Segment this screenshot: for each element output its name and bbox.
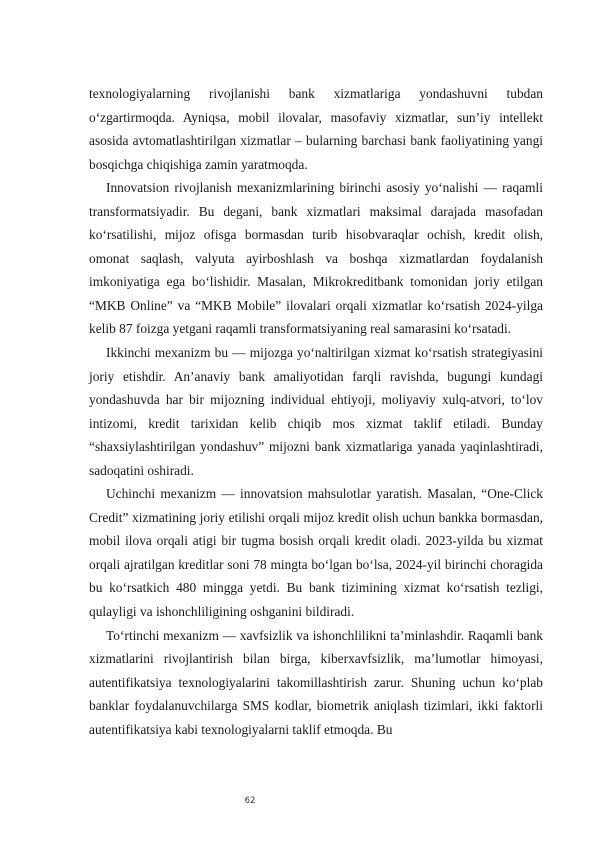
paragraph: texnologiyalarning rivojlanishi bank xizmatlariga yondashuvni tubdan o‘zgartirmoqda. Ayniqsa, mobil ilovalar, masofaviy xizmatlar, sun’iy intellekt asosida avtomatlashtirilgan xizmatlar – bularning barchasi bank faoliyatining yangi bosqichga chiqishiga zamin yaratmoqda. bbox=[89, 86, 543, 172]
body-text bbox=[89, 82, 543, 741]
paragraph: Uchinchi mexanizm — innovatsion mahsulotlar yaratish. Masalan, “One-Click Credit” xizmatining joriy etilishi orqali mijoz kredit olish uchun bankka bormasdan, mobil ilova orqali atigi bir tugma bosish orqali kredit oladi. 2023-yilda bu xizmat orqali ajratilgan kreditlar soni 78 mingta bo‘lgan bo‘lsa, 2024-yil birinchi choragida bu ko‘rsatkich 480 mingga yetdi. Bu bank tizimining xizmat ko‘rsatish tezligi, qulayligi va ishonchliligining oshganini bildiradi. bbox=[89, 486, 543, 620]
paragraph: To‘rtinchi mexanizm — xavfsizlik va ishonchlilikni ta’minlashdir. Raqamli bank xizmatlarini rivojlantirish bilan birga, kiberxavfsizlik, ma’lumotlar himoyasi, autentifikatsiya texnologiyalarini takomillashtirish zarur. Shuning uchun ko‘plab banklar foydalanuvchilarga SMS kodlar, biometrik aniqlash tizimlari, ikki faktorli autentifikatsiya kabi texnologiyalarni taklif etmoqda. Bu bbox=[89, 627, 543, 737]
paragraph: Innovatsion rivojlanish mexanizmlarining birinchi asosiy yo‘nalishi — raqamli transformatsiyadir. Bu degani, bank xizmatlari maksimal darajada masofadan ko‘rsatilishi, mijoz ofisga bormasdan turib hisobvaraqlar ochish, kredit olish, omonat saqlash, valyuta ayirboshlash va boshqa xizmatlardan foydalanish imkoniyatiga ega bo‘lishidir. Masalan, Mikrokreditbank tomonidan joriy etilgan “MKB Online” va “MKB Mobile” ilovalari orqali xizmatlar ko‘rsatish 2024-yilga kelib 87 foizga yetgani raqamli transformatsiyaning real samarasini ko‘rsatadi. bbox=[89, 180, 543, 337]
page-number: 62 bbox=[244, 796, 256, 806]
paragraph: Ikkinchi mexanizm bu — mijozga yo‘naltirilgan xizmat ko‘rsatish strategiyasini joriy etishdir. An’anaviy bank amaliyotidan farqli ravishda, bugungi kundagi yondashuvda har bir mijozning individual ehtiyoji, moliyaviy xulq-atvori, to‘lov intizomi, kredit tarixidan kelib chiqib mos xizmat taklif etiladi. Bunday “shaxsiylashtirilgan yondashuv” mijozni bank xizmatlariga yanada yaqinlashtiradi, sadoqatini oshiradi. bbox=[89, 345, 543, 478]
